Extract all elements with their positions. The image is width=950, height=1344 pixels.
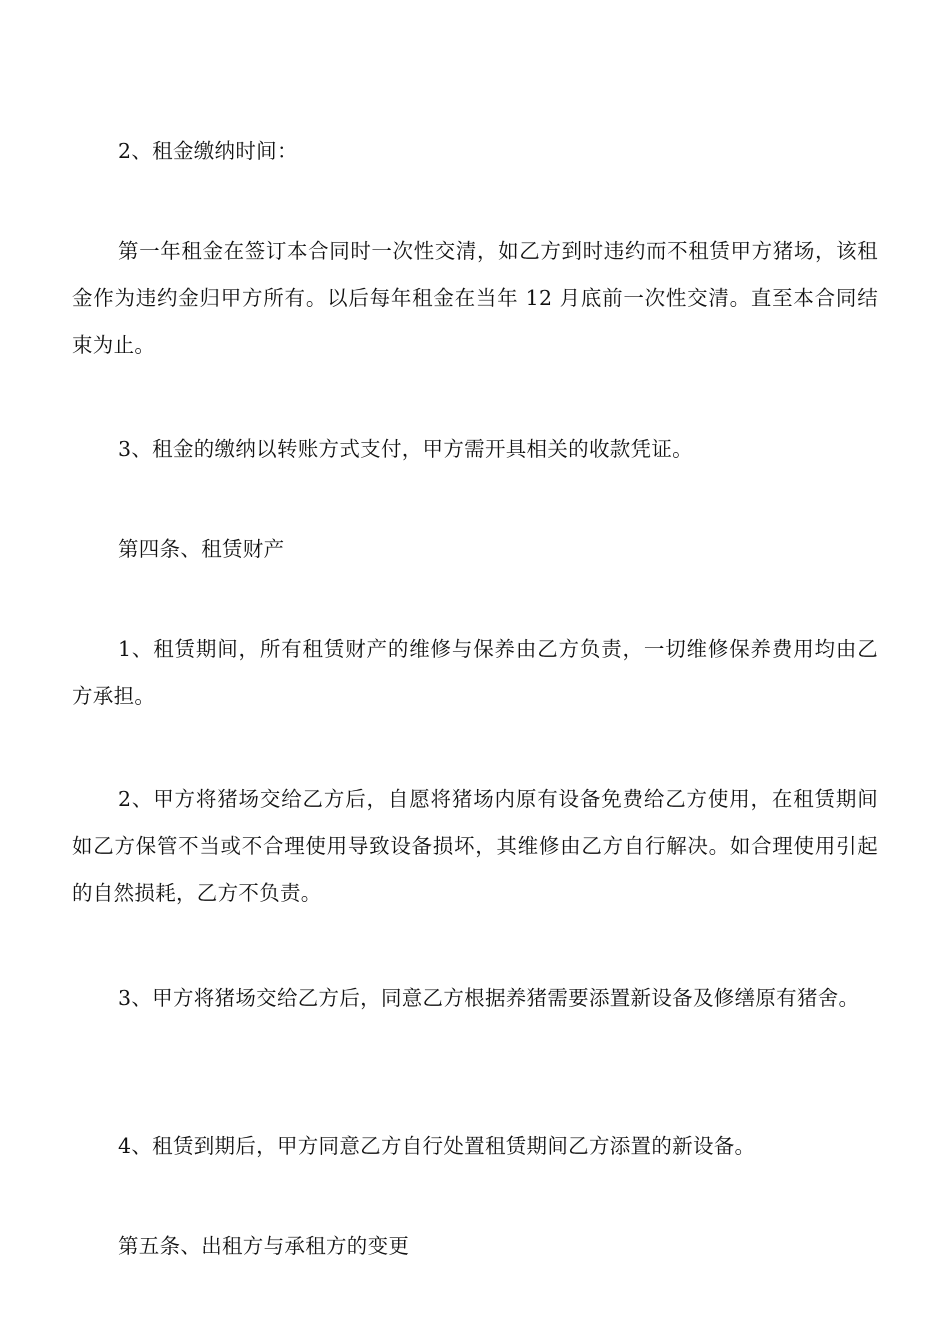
paragraph-first-year-rent: 第一年租金在签订本合同时一次性交清，如乙方到时违约而不租赁甲方猪场，该租金作为违约金归甲方所有。以后每年租金在当年 12 月底前一次性交清。直至本合同结束为止。 bbox=[72, 239, 878, 357]
paragraph-equipment-use: 2、甲方将猪场交给乙方后，自愿将猪场内原有设备免费给乙方使用，在租赁期间如乙方保管不当或不合理使用导致设备损坏，其维修由乙方自行解决。如合理使用引起的自然损耗，乙方不负责。 bbox=[72, 787, 878, 905]
paragraph-maintenance: 1、租赁期间，所有租赁财产的维修与保养由乙方负责，一切维修保养费用均由乙方承担。 bbox=[72, 637, 878, 708]
paragraph-rent-payment-time: 2、租金缴纳时间： bbox=[118, 139, 298, 163]
paragraph-new-equipment: 3、甲方将猪场交给乙方后，同意乙方根据养猪需要添置新设备及修缮原有猪舍。 bbox=[118, 986, 860, 1010]
paragraph-disposal: 4、租赁到期后，甲方同意乙方自行处置租赁期间乙方添置的新设备。 bbox=[118, 1134, 756, 1158]
section-heading-article-5: 第五条、出租方与承租方的变更 bbox=[118, 1234, 410, 1258]
paragraph-rent-transfer: 3、租金的缴纳以转账方式支付，甲方需开具相关的收款凭证。 bbox=[118, 437, 693, 461]
section-heading-article-4: 第四条、租赁财产 bbox=[118, 537, 285, 561]
